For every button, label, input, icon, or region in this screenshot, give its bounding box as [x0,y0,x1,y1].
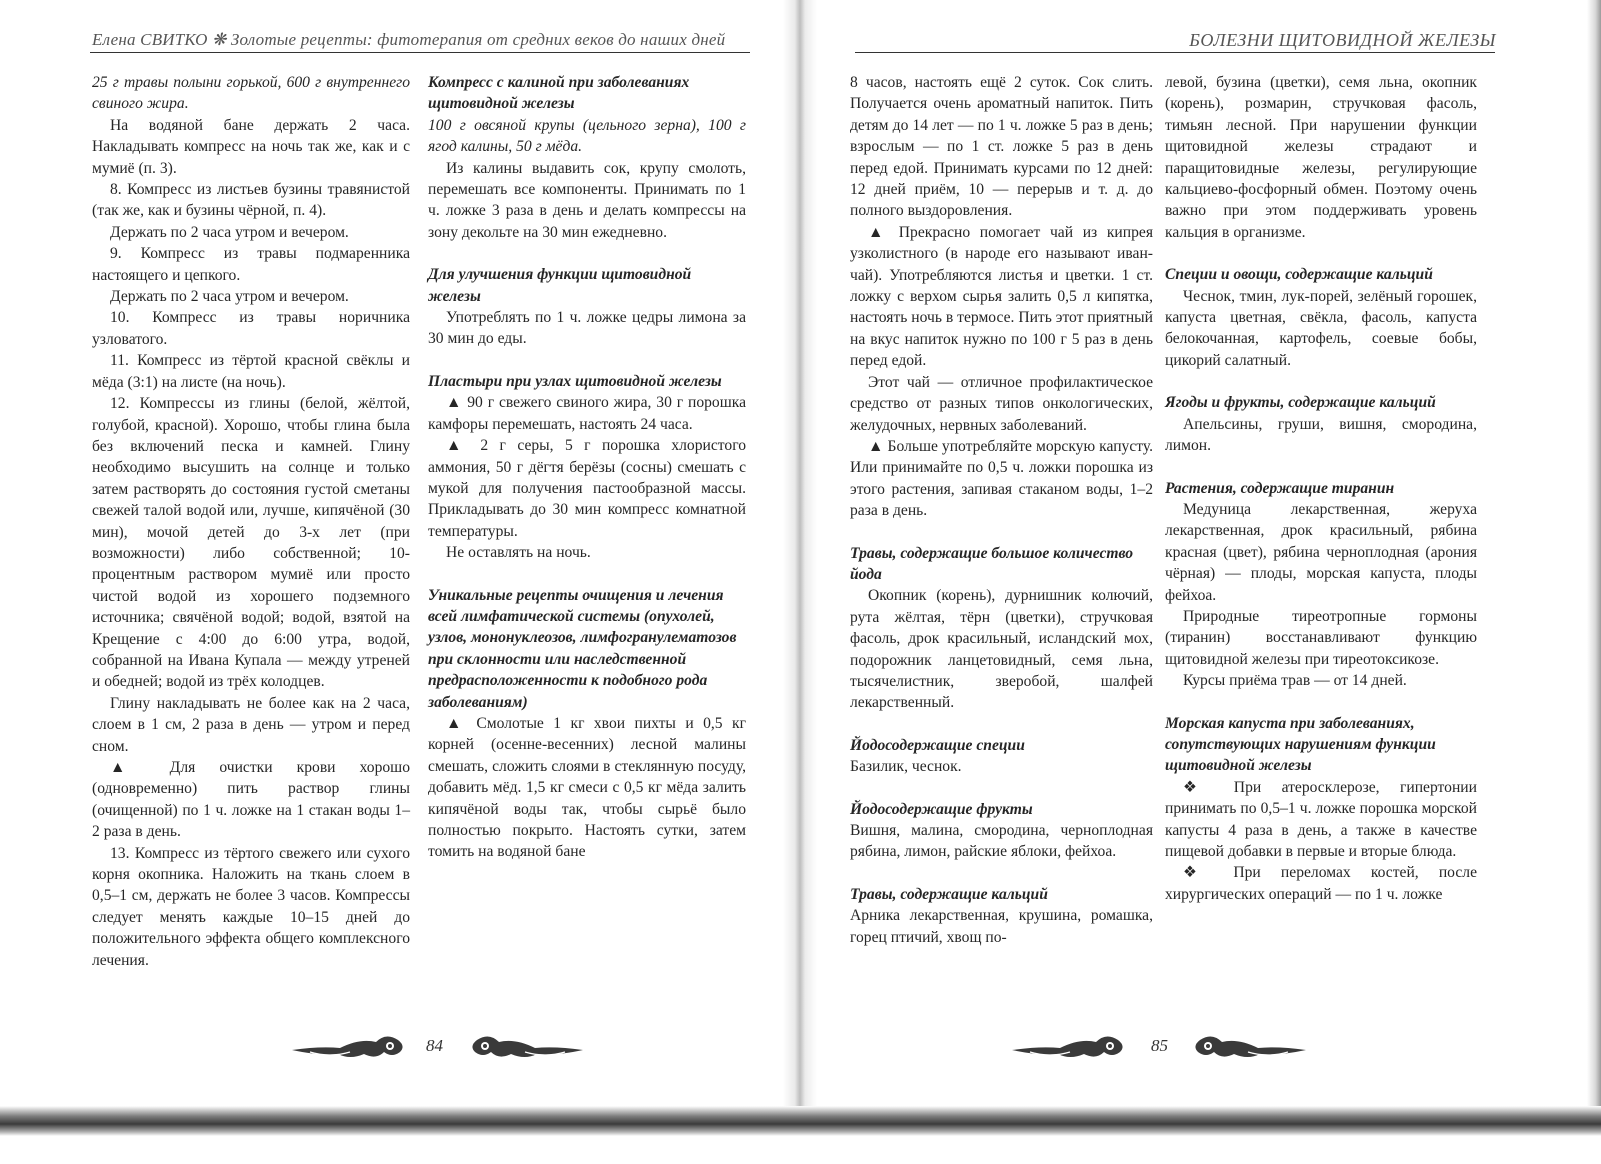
body-paragraph: 12. Компрессы из глины (белой, жёлтой, голубой, красной). Хорошо, чтобы глина была без включений песка и камней. Глину необходимо высушить на солнце и только затем растворять до состояния густой сметаны свежей талой водой или, лучше, кипячёной (30 мин), мочой детей до 3-х лет (при возможности) либо собственной; 10-процентным раствором мумиё или просто чистой водой из хорошего подземного источника; свячёной водой; водой, взятой на Крещение с 4:00 до 6:00 утра, водой, собранной на Ивана Купала — между утреней и обедней; водой из трёх колодцев. [92,395,410,691]
body-paragraph: Употреблять по 1 ч. ложке цедры лимона за 30 мин до еды. [428,309,746,348]
paragraph-spacer [428,243,746,264]
body-paragraph: ▲ Прекрасно помогает чай из кипрея узколистного (в народе его называют иван-чай). Употребляются листья и цветки. 1 ст. ложку с верхом сырья залить 0,5 л кипятка, настоять ночь в термосе. Пить этот приятный на вкус напиток нужно по 100 г 5 раз в день перед едой. [850,223,1154,370]
body-paragraph: Держать по 2 часа утром и вечером. [110,288,349,306]
body-paragraph: ▲ 2 г серы, 5 г порошка хлористого аммония, 50 г дёгтя берёзы (сосны) смешать с мукой для получения пастообразной массы. Прикладывать до 30 мин компресс комнатной температуры. [428,437,746,540]
left-running-head: Елена СВИТКО ❋ Золотые рецепты: фитотерапия от средних веков до наших дней [92,30,726,49]
body-paragraph: ▲ Смолотые 1 кг хвои пихты и 0,5 кг корней (осенне-весенних) лесной малины смешать, сложить слоями в стеклянную посуду, добавить мёд. 1,5 кг смеси с 0,5 кг мёда залить кипячёной воды так, чтобы сырьё было полностью покрыто. Настоять сутки, затем томить на водяной бане [428,714,746,861]
body-paragraph: 9. Компресс из травы подмаренника настоящего и цепкого. [92,245,410,284]
body-paragraph: Апельсины, груши, вишня, смородина, лимон. [1165,415,1477,455]
body-paragraph: ▲ Больше употребляйте морскую капусту. Или принимайте по 0,5 ч. ложки порошка из этого растения, запивая стаканом воды, 1–2 раза в день. [850,437,1153,520]
left-page-number: 84 [426,1036,443,1055]
left-column-1 [92,72,410,971]
section-heading: Йодосодержащие специи [850,736,1025,754]
right-flourish-ornament-right-icon [1188,1028,1308,1064]
body-paragraph: Вишня, малина, смородина, черноплодная рябина, лимон, райские яблоки, фейхоа. [850,822,1153,861]
body-paragraph: Окопник (корень), дурнишник колючий, рута жёлтая, тёрн (цветки), стручковая фасоль, дрок красильный, исландский мох, подорожник ланцетовидный, семя льна, тысячелистник, зверобой, шалфей лекарственный. [850,587,1153,712]
paragraph-spacer [428,350,746,371]
section-heading: Травы, содержащие большое количество йода [850,544,1134,583]
book-bottom-edge [0,1106,1601,1136]
body-paragraph: 10. Компресс из травы норичника узловатого. [92,309,410,348]
paragraph-spacer [1165,457,1477,478]
paragraph-spacer [850,522,1153,543]
right-flourish-ornament-icon [1010,1028,1130,1064]
body-paragraph: 25 г травы полыни горькой, 600 г внутреннего свиного жира. [92,74,410,113]
section-heading: Для улучшения функции щитовидной железы [428,266,692,305]
body-paragraph: Не оставлять на ночь. [446,544,591,562]
body-paragraph: Из калины выдавить сок, крупу смолоть, перемешать все компоненты. Принимать по 1 ч. ложке 3 раза в день и делать компрессы на зону декольте на 30 мин ежедневно. [428,159,746,241]
section-heading: Пластыри при узлах щитовидной железы [428,372,722,390]
section-heading: Уникальные рецепты очищения и лечения всей лимфатической системы (опухолей, узлов, мононуклеозов, лимфогранулематозов при склонности или наследственной предрасположенности к подобного рода заболеваниям) [428,586,737,711]
body-paragraph: 8. Компресс из листьев бузины травянистой (так же, как и бузины чёрной, п. 4). [92,181,410,220]
paragraph-spacer [850,714,1153,735]
left-header-rule [90,52,750,53]
body-paragraph: ❖ При переломах костей, после хирургических операций — по 1 ч. ложке [1165,864,1477,903]
book-gutter [783,0,817,1125]
body-paragraph: левой, бузина (цветки), семя льна, окопник (корень), розмарин, стручковая фасоль, тимьян лесной. При нарушении функции щитовидной железы страдают и паращитовидные железы, регулирующие кальциево-фосфорный обмен. Поэтому очень важно при этом поддерживать уровень кальция в организме. [1165,74,1477,241]
body-paragraph: Арника лекарственная, крушина, ромашка, горец птичий, хвощ по- [850,907,1153,946]
body-paragraph: 11. Компресс из тёртой красной свёклы и мёда (3:1) на листе (на ночь). [92,352,410,391]
body-paragraph: 8 часов, настоять ещё 2 суток. Сок слить. Получается очень ароматный напиток. Пить детям до 14 лет — по 1 ч. ложке 5 раз в день; взрослым — по 1 ст. ложке 5 раз в день перед едой. Принимать курсами по 12 дней: 12 дней приём, 10 — перерыв и т. д. до полного выздоровления. [850,74,1153,220]
paragraph-spacer [1165,243,1477,264]
left-column-2 [428,72,746,863]
body-paragraph: Курсы приёма трав — от 14 дней. [1183,672,1407,690]
body-paragraph: ▲ 90 г свежего свиного жира, 30 г порошка камфоры перемешать, настоять 24 часа. [428,394,746,433]
right-header-rule [855,52,1495,53]
body-paragraph: Природные тиреотропные гормоны (тиранин) восстанавливают функцию щитовидной железы при тиреотоксикозе. [1165,607,1477,668]
section-heading: Растения, содержащие тиранин [1165,479,1395,497]
right-column-1 [850,72,1153,948]
section-heading: Морская капуста при заболеваниях, сопутствующих нарушениям функции щитовидной железы [1165,714,1436,775]
body-paragraph: Базилик, чеснок. [850,758,962,776]
body-paragraph: На водяной бане держать 2 часа. Накладывать компресс на ночь так же, как и с мумиё (п. 3). [92,116,410,177]
paragraph-spacer [850,778,1153,799]
right-column-2 [1165,72,1477,905]
body-paragraph: Глину накладывать не более как на 2 часа, слоем в 1 см, 2 раза в день — утром и перед сном. [92,694,410,755]
paragraph-spacer [1165,371,1477,392]
left-flourish-ornament-icon [290,1028,410,1064]
right-running-head: БОЛЕЗНИ ЩИТОВИДНОЙ ЖЕЛЕЗЫ [1189,30,1496,50]
paragraph-spacer [428,564,746,585]
body-paragraph: 13. Компресс из тёртого свежего или сухого корня окопника. Наложить на ткань слоем в 0,5–1 см, держать не более 3 часов. Компрессы следует менять каждые 10–15 дней до положительного эффекта общего комплексного лечения. [92,844,410,969]
section-heading: Травы, содержащие кальций [850,885,1048,903]
body-paragraph: ▲ Для очистки крови хорошо (одновременно) пить раствор глины (очищенной) по 1 ч. ложке на 1 стакан воды 1–2 раза в день. [92,759,410,841]
body-paragraph: 100 г овсяной крупы (цельного зерна), 100 г ягод калины, 50 г мёда. [428,116,746,156]
page-edge [1587,0,1601,1120]
paragraph-spacer [850,863,1153,884]
section-heading: Специи и овощи, содержащие кальций [1165,266,1433,284]
section-heading: Ягоды и фрукты, содержащие кальций [1165,394,1436,412]
section-heading: Компресс с калиной при заболеваниях щитовидной железы [428,74,690,113]
section-heading: Йодосодержащие фрукты [850,800,1033,818]
left-flourish-ornament-right-icon [465,1028,585,1064]
body-paragraph: Медуница лекарственная, жеруха лекарственная, дрок красильный, рябина красная (цвет), рябина черноплодная (арония чёрная) — плоды, морская капуста, плоды фейхоа. [1165,500,1477,604]
body-paragraph: Этот чай — отличное профилактическое средство от разных типов онкологических, желудочных, нервных заболеваний. [850,373,1153,434]
body-paragraph: ❖ При атеросклерозе, гипертонии принимать по 0,5–1 ч. ложке порошка морской капусты 4 раза в день, а также в качестве пищевой добавки в первые и вторые блюда. [1165,778,1477,860]
body-paragraph: Держать по 2 часа утром и вечером. [110,223,349,241]
paragraph-spacer [1165,692,1477,713]
body-paragraph: Чеснок, тмин, лук-порей, зелёный горошек, капуста цветная, свёкла, фасоль, капуста белокочанная, картофель, соевые бобы, цикорий салатный. [1165,287,1477,369]
right-page-number: 85 [1151,1036,1168,1055]
